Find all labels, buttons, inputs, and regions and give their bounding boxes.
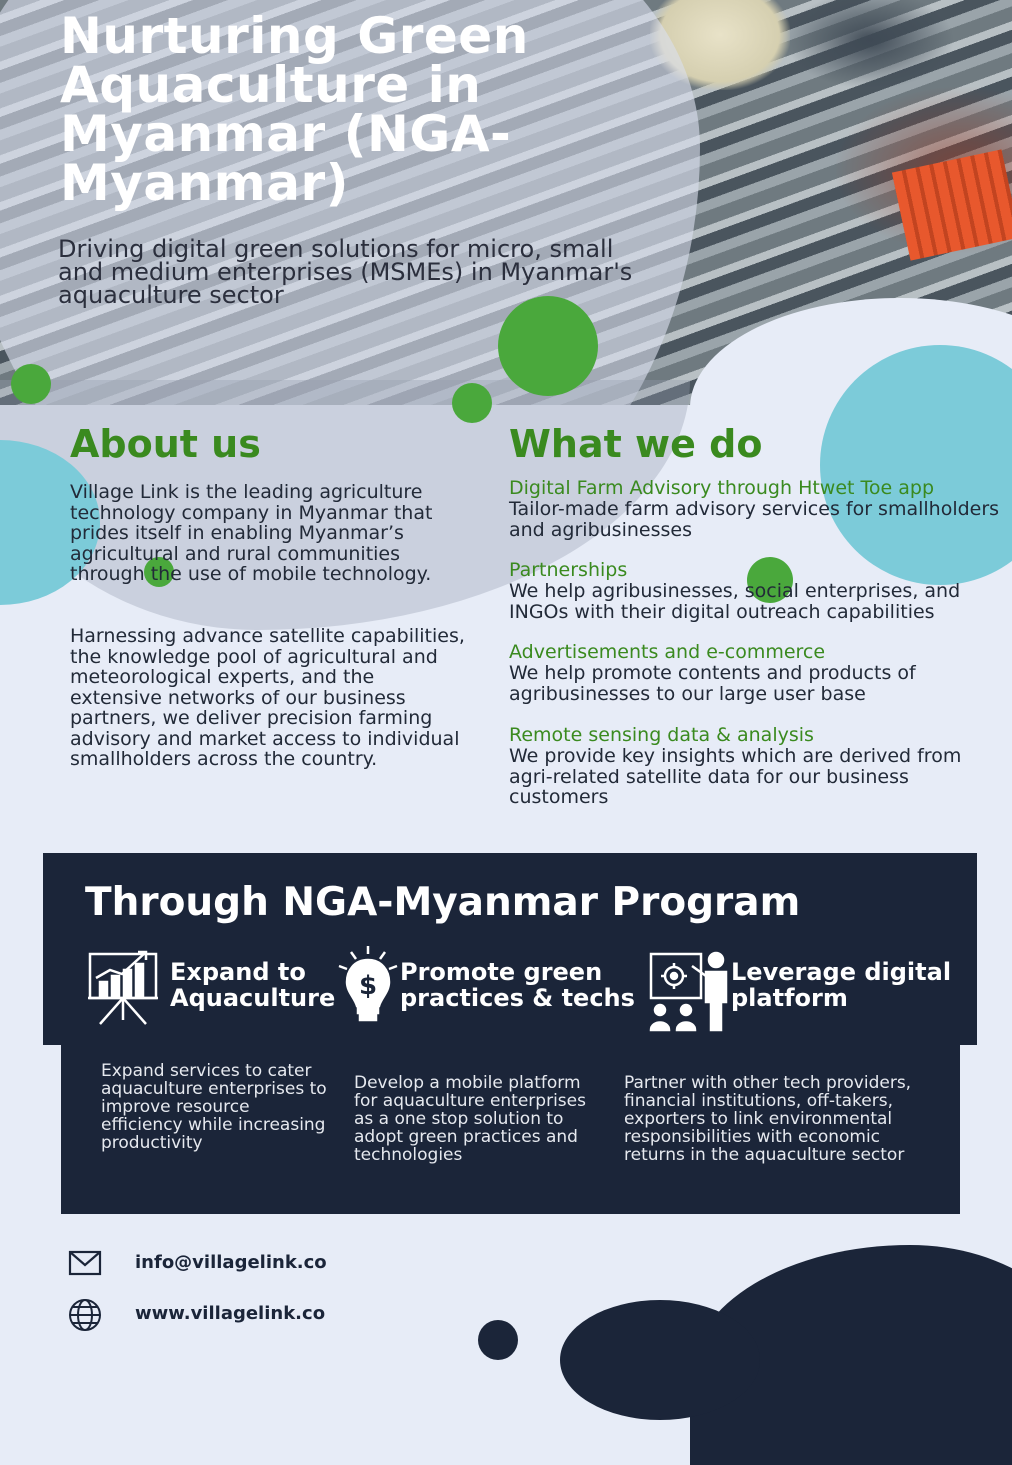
footer-blob-small <box>478 1320 518 1360</box>
service-item <box>509 560 1004 622</box>
about-heading: About us <box>70 422 261 466</box>
pillar-label: Leverage digital platform <box>731 958 952 1012</box>
service-title: Remote sensing data & analysis <box>509 724 814 746</box>
website-link[interactable]: www.villagelink.co <box>135 1303 326 1324</box>
pillar-desc: Expand services to cater aquaculture enterprises to improve resource efficiency while increasing productivity <box>101 1061 327 1153</box>
green-dot-large <box>498 296 598 396</box>
page-subtitle: Driving digital green solutions for micro, small and medium enterprises (MSMEs) in Myanmar's aquaculture sector <box>58 235 633 309</box>
globe-icon <box>68 1298 102 1332</box>
dollar-bulb-icon <box>337 944 399 1026</box>
service-item <box>509 478 1004 540</box>
service-title: Advertisements and e-commerce <box>509 641 826 663</box>
service-desc: Tailor-made farm advisory services for smallholders and agribusinesses <box>509 498 1000 541</box>
service-desc: We provide key insights which are derived from agri-related satellite data for our business customers <box>509 745 962 808</box>
mail-icon <box>68 1250 102 1276</box>
service-title: Digital Farm Advisory through Htwet Toe app <box>509 477 935 499</box>
about-paragraph: Harnessing advance satellite capabilities, the knowledge pool of agricultural and meteorological experts, and the extensive networks of our business partners, we deliver precision farming advisory and market access to individual smallholders across the country. <box>70 625 465 770</box>
pillar-desc: Partner with other tech providers, financial institutions, off-takers, exporters to link environmental responsibilities with economic returns in the aquaculture sector <box>624 1073 912 1165</box>
service-desc: We help agribusinesses, social enterprises, and INGOs with their digital outreach capabilities <box>509 580 961 623</box>
page-title: Nurturing Green Aquaculture in Myanmar (NGA-Myanmar) <box>60 7 529 212</box>
program-heading: Through NGA-Myanmar Program <box>85 880 801 925</box>
pillar-label: Promote green practices & techs <box>400 958 635 1012</box>
presentation-icon <box>648 950 730 1034</box>
green-dot-left <box>11 364 51 404</box>
about-paragraph: Village Link is the leading agriculture technology company in Myanmar that prides itself in enabling Myanmar’s agricultural and rural communities through the use of mobile technology. <box>70 481 433 585</box>
service-desc: We help promote contents and products of agribusinesses to our large user base <box>509 662 916 705</box>
pillar-label: Expand to Aquaculture <box>170 958 336 1012</box>
service-item <box>509 642 1004 704</box>
service-item <box>509 725 1004 808</box>
growth-chart-icon <box>86 944 162 1028</box>
orange-crate <box>892 149 1012 260</box>
what-we-do-heading: What we do <box>509 422 763 466</box>
footer-blob-mid <box>560 1300 760 1420</box>
email-link[interactable]: info@villagelink.co <box>135 1252 327 1273</box>
svg-text:$: $ <box>358 971 378 1001</box>
green-dot-mid <box>452 383 492 423</box>
pillar-desc: Develop a mobile platform for aquaculture enterprises as a one stop solution to adopt green practices and technologies <box>354 1073 586 1165</box>
service-title: Partnerships <box>509 559 628 581</box>
